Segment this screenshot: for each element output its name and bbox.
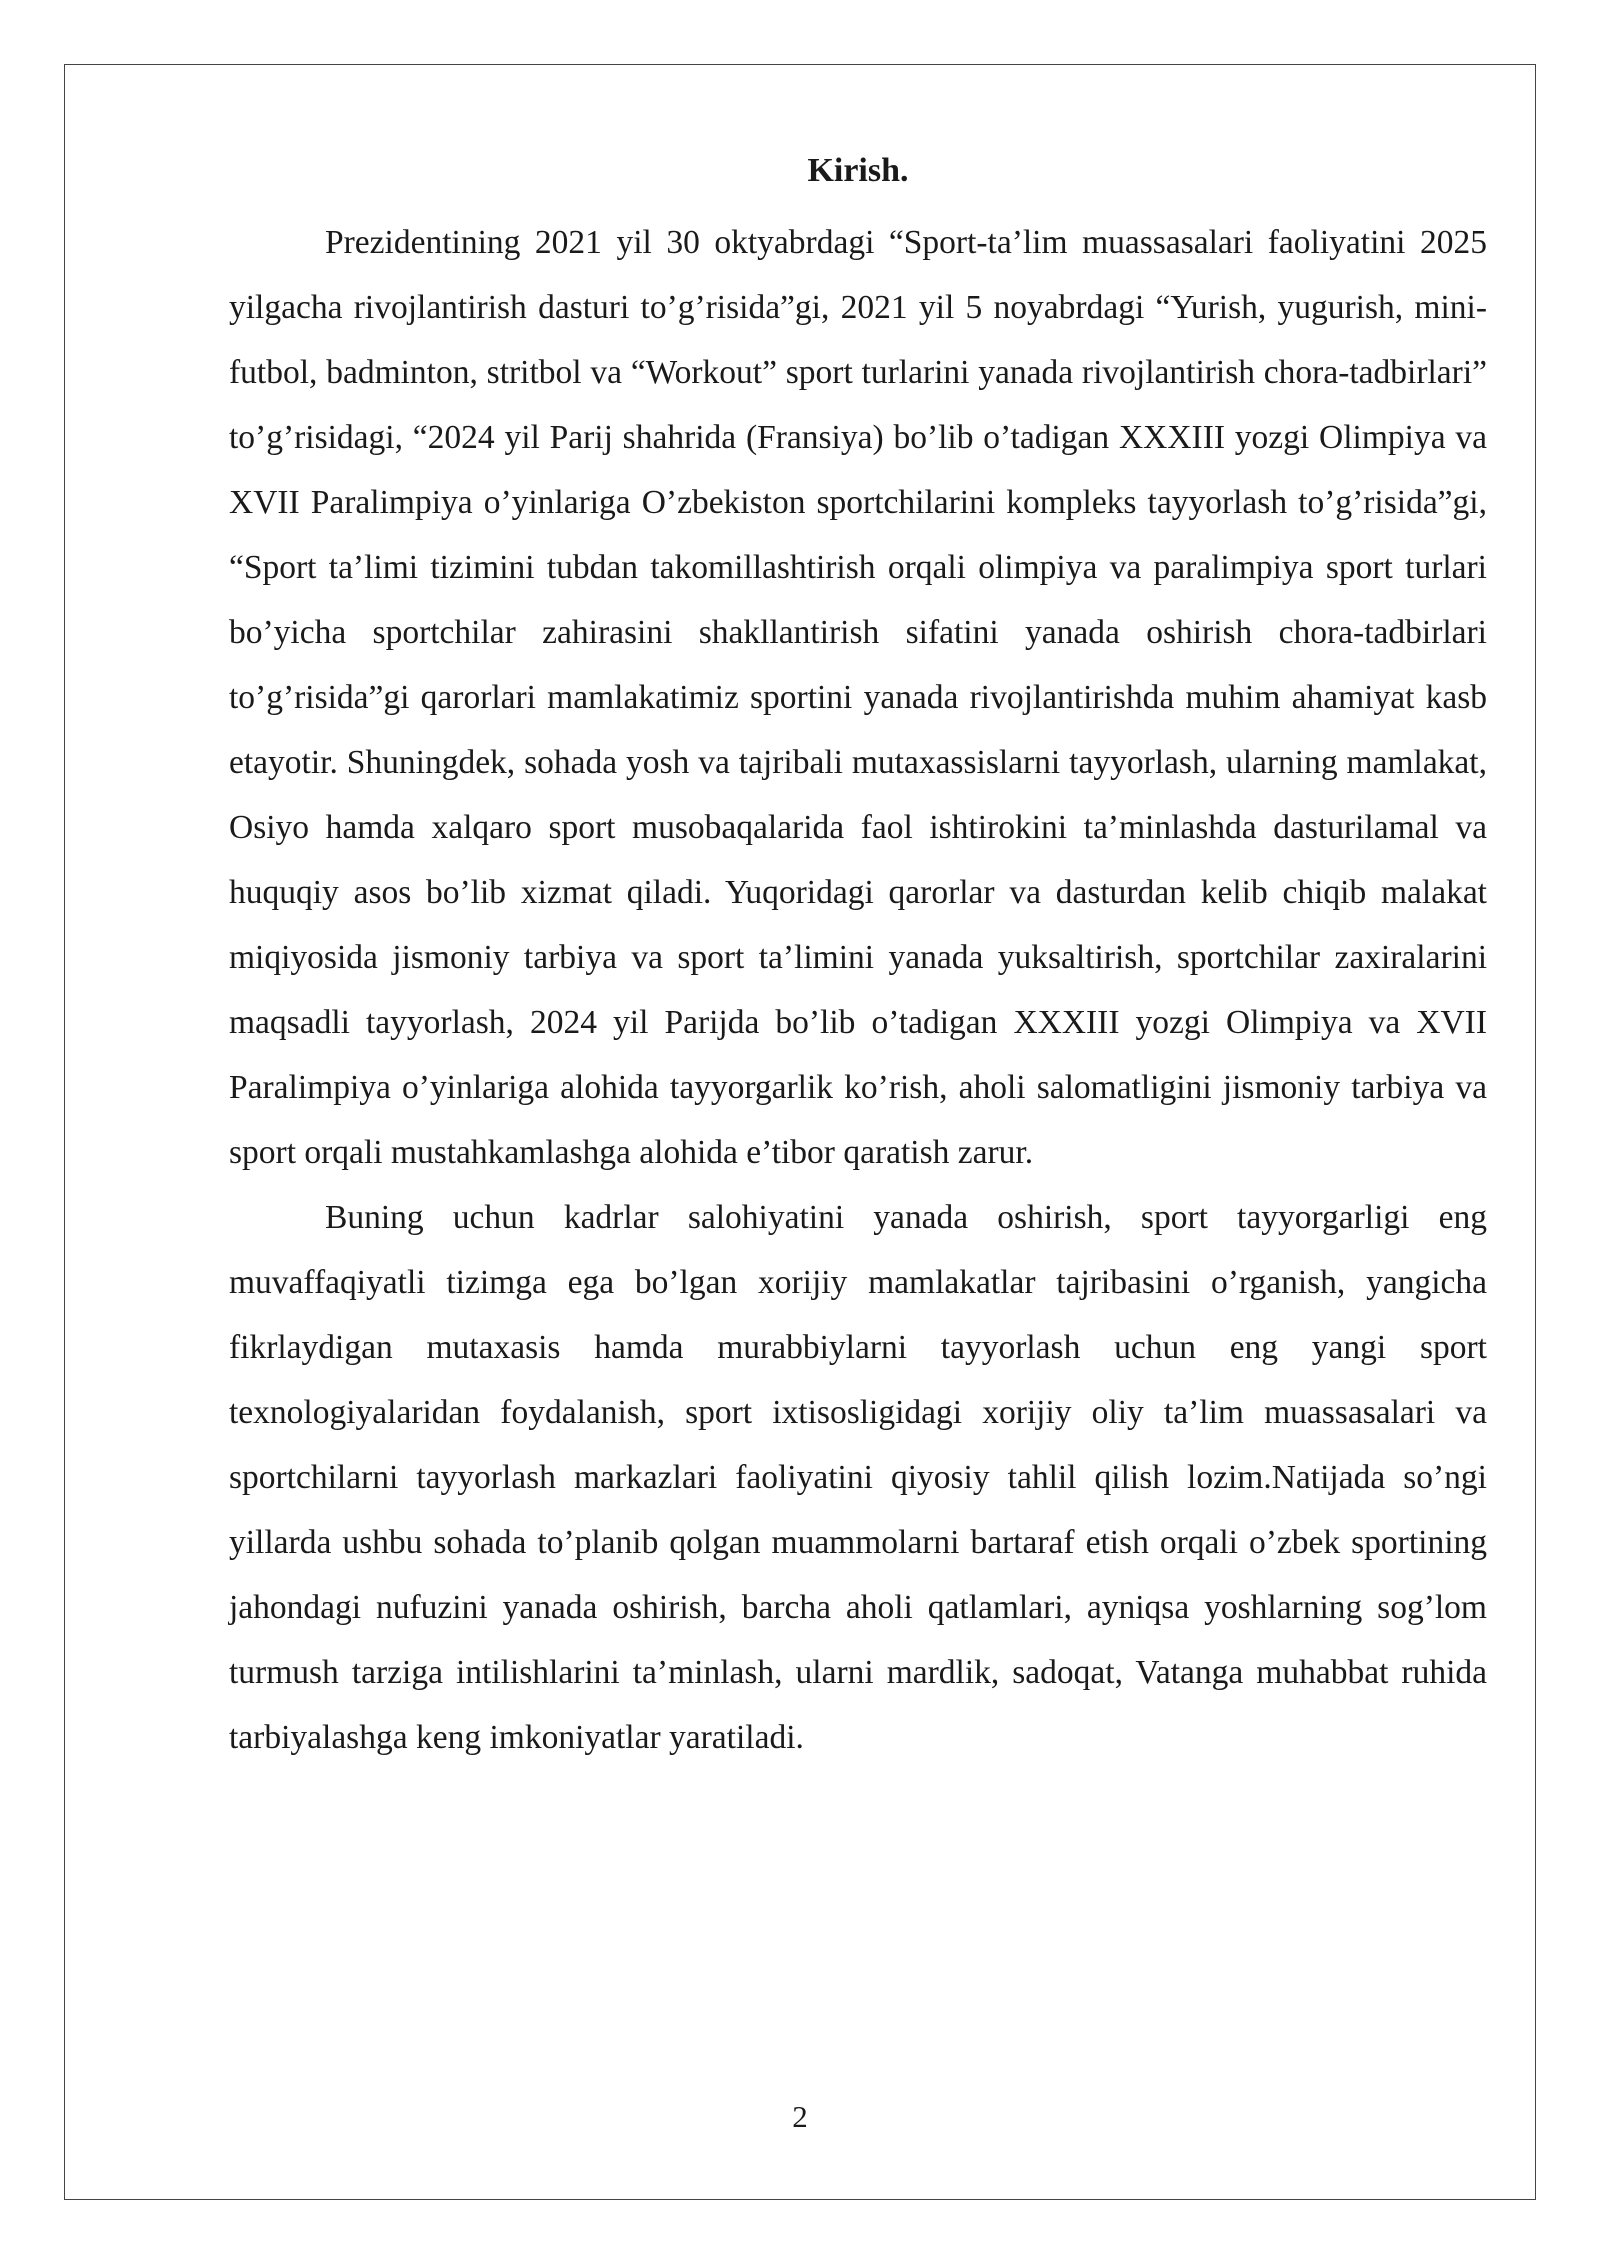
- section-heading: Kirish.: [807, 152, 909, 189]
- document-body: [229, 148, 1487, 1770]
- paragraph-1: Prezidentining 2021 yil 30 oktyabrdagi “Sport-ta’lim muassasalari faoliyatini 2025 yilgacha rivojlantirish dasturi to’g’risida”gi, 2021 yil 5 noyabrdagi “Yurish, yugurish, mini-futbol, badminton, stritbol va “Workout” sport turlarini yanada rivojlantirish chora-tadbirlari” to’g’risidagi, “2024 yil Parij shahrida (Fransiya) bo’lib o’tadigan XXXIII yozgi Olimpiya va XVII Paralimpiya o’yinlariga O’zbekiston sportchilarini kompleks tayyorlash to’g’risida”gi, “Sport ta’limi tizimini tubdan takomillashtirish orqali olimpiya va paralimpiya sport turlari bo’yicha sportchilar zahirasini shakllantirish sifatini yanada oshirish chora-tadbirlari to’g’risida”gi qarorlari mamlakatimiz sportini yanada rivojlantirishda muhim ahamiyat kasb etayotir. Shuningdek, sohada yosh va tajribali mutaxassislarni tayyorlash, ularning mamlakat, Osiyo hamda xalqaro sport musobaqalarida faol ishtirokini ta’minlashda dasturilamal va huquqiy asos bo’lib xizmat qiladi. Yuqoridagi qarorlar va dasturdan kelib chiqib malakat miqiyosida jismoniy tarbiya va sport ta’limini yanada yuksaltirish, sportchilar zaxiralarini maqsadli tayyorlash, 2024 yil Parijda bo’lib o’tadigan XXXIII yozgi Olimpiya va XVII Paralimpiya o’yinlariga alohida tayyorgarlik ko’rish, aholi salomatligini jismoniy tarbiya va sport orqali mustahkamlashga alohida e’tibor qaratish zarur.: [229, 224, 1487, 1171]
- paragraph-2: Buning uchun kadrlar salohiyatini yanada oshirish, sport tayyorgarligi eng muvaffaqiyatli tizimga ega bo’lgan xorijiy mamlakatlar tajribasini o’rganish, yangicha fikrlaydigan mutaxasis hamda murabbiylarni tayyorlash uchun eng yangi sport texnologiyalaridan foydalanish, sport ixtisosligidagi xorijiy oliy ta’lim muassasalari va sportchilarni tayyorlash markazlari faoliyatini qiyosiy tahlil qilish lozim.Natijada so’ngi yillarda ushbu sohada to’planib qolgan muammolarni bartaraf etish orqali o’zbek sportining jahondagi nufuzini yanada oshirish, barcha aholi qatlamlari, ayniqsa yoshlarning sog’lom turmush tarziga intilishlarini ta’minlash, ularni mardlik, sadoqat, Vatanga muhabbat ruhida tarbiyalashga keng imkoniyatlar yaratiladi.: [229, 1199, 1487, 1756]
- page-number: 2: [792, 2099, 808, 2134]
